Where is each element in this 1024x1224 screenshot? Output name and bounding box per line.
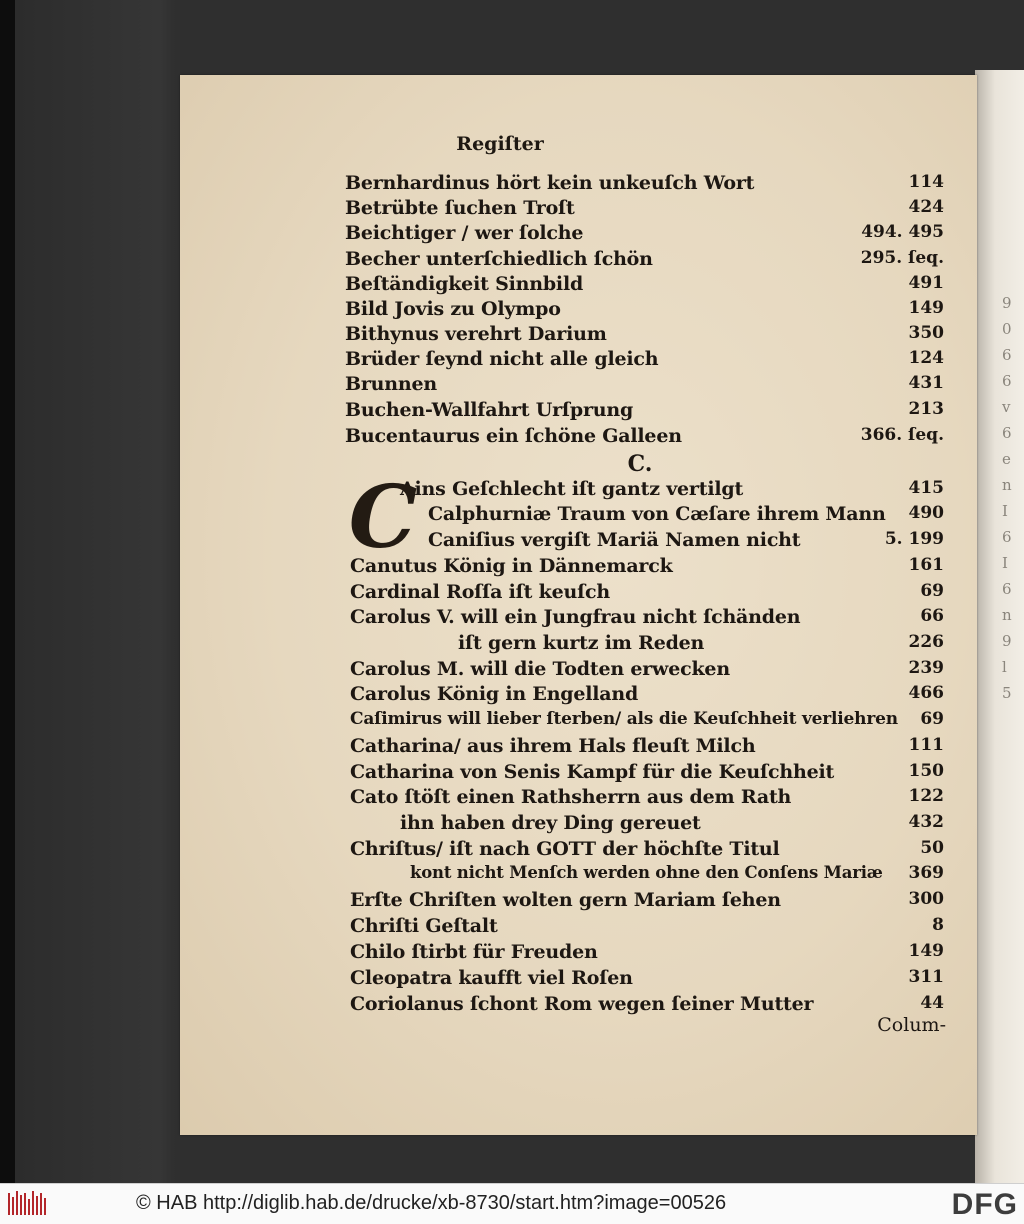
- entry-page-number: 226: [908, 632, 944, 652]
- entry-page-number: 300: [908, 889, 944, 909]
- entry-text: Caſimirus will lieber ſterben/ als die Keuſchheit verliehren: [350, 709, 898, 729]
- facing-page-mark: 6: [1002, 372, 1012, 390]
- entry-page-number: 415: [908, 478, 944, 498]
- facing-page-mark: I: [1002, 502, 1008, 520]
- register-entry: [0, 709, 1024, 735]
- facing-page-mark: I: [1002, 554, 1008, 572]
- facing-page-mark: 6: [1002, 580, 1012, 598]
- entry-text: Carolus V. will ein Jungfrau nicht ſchänden: [350, 606, 801, 628]
- register-entry: [0, 838, 1024, 864]
- entry-text: Bucentaurus ein ſchöne Galleen: [345, 425, 682, 447]
- entry-text: Calphurniæ Traum von Cæſare ihrem Mann: [428, 503, 886, 525]
- register-entry: [0, 323, 1024, 349]
- register-entry: [0, 197, 1024, 223]
- entry-text: Beichtiger / wer ſolche: [345, 222, 584, 244]
- entry-page-number: 213: [908, 399, 944, 419]
- entry-text: Chriſtus/ iſt nach GOTT der höchſte Titul: [350, 838, 780, 860]
- entry-page-number: 432: [908, 812, 944, 832]
- register-entry: [0, 993, 1024, 1019]
- entry-page-number: 150: [908, 761, 944, 781]
- entry-text: Becher unterſchiedlich ſchön: [345, 248, 653, 270]
- footer-bar: [0, 1183, 1024, 1224]
- entry-text: Chilo ſtirbt für Freuden: [350, 941, 598, 963]
- register-entry: [0, 298, 1024, 324]
- entry-text: Carolus M. will die Todten erwecken: [350, 658, 730, 680]
- register-entry: [0, 786, 1024, 812]
- entry-page-number: 490: [908, 503, 944, 523]
- facing-page-mark: l: [1002, 658, 1007, 676]
- entry-text: iſt gern kurtz im Reden: [458, 632, 705, 654]
- entry-page-number: 114: [908, 172, 944, 192]
- entry-page-number: 66: [920, 606, 944, 626]
- register-entry: [0, 529, 1024, 555]
- facing-page-mark: v: [1002, 398, 1011, 416]
- entry-text: Bild Jovis zu Olympo: [345, 298, 561, 320]
- register-entry: [0, 941, 1024, 967]
- entry-text: Cleopatra kaufft viel Roſen: [350, 967, 633, 989]
- entry-text: Coriolanus ſchont Rom wegen ſeiner Mutter: [350, 993, 814, 1015]
- entry-page-number: 5. 199: [884, 529, 944, 549]
- facing-page-mark: e: [1002, 450, 1011, 468]
- entry-text: Cardinal Roſſa iſt keuſch: [350, 581, 611, 603]
- entry-page-number: 8: [932, 915, 944, 935]
- register-entry: [0, 967, 1024, 993]
- entry-page-number: 69: [920, 581, 944, 601]
- register-entry: [0, 581, 1024, 607]
- entry-page-number: 491: [908, 273, 944, 293]
- copyright-url[interactable]: © HAB http://diglib.hab.de/drucke/xb-8730/start.htm?image=00526: [136, 1192, 727, 1214]
- facing-page-mark: n: [1002, 606, 1012, 624]
- register-entry: [0, 222, 1024, 248]
- entry-text: Cato ſtöſt einen Rathsherrn aus dem Rath: [350, 786, 792, 808]
- entry-text: Erſte Chriſten wolten gern Mariam ſehen: [350, 889, 781, 911]
- catchword: Colum-: [877, 1014, 946, 1036]
- entry-page-number: 50: [920, 838, 944, 858]
- entry-page-number: 366. ſeq.: [860, 425, 944, 445]
- register-entry: [0, 425, 1024, 451]
- register-entry: [0, 632, 1024, 658]
- entry-text: Betrübte ſuchen Troſt: [345, 197, 575, 219]
- entry-page-number: 431: [908, 373, 944, 393]
- register-entry: [0, 248, 1024, 274]
- entry-page-number: 149: [908, 298, 944, 318]
- facing-page-mark: 9: [1002, 294, 1012, 312]
- entry-text: Caniſius vergiſt Mariä Namen nicht: [428, 529, 801, 551]
- facing-page-mark: n: [1002, 476, 1012, 494]
- entry-page-number: 494. 495: [861, 222, 944, 242]
- entry-text: Carolus König in Engelland: [350, 683, 639, 705]
- facing-page-mark: 6: [1002, 424, 1012, 442]
- facing-page-mark: 6: [1002, 346, 1012, 364]
- entry-page-number: 111: [908, 735, 944, 755]
- entry-page-number: 369: [908, 863, 944, 883]
- register-entry: [0, 348, 1024, 374]
- register-entry: [0, 373, 1024, 399]
- facing-page-mark: 6: [1002, 528, 1012, 546]
- running-head: Regiſter: [456, 133, 544, 155]
- facing-page-mark: 0: [1002, 320, 1012, 338]
- entry-text: Bithynus verehrt Darium: [345, 323, 607, 345]
- barcode-logo-icon: [8, 1191, 48, 1217]
- drop-initial: C: [348, 467, 418, 568]
- entry-page-number: 44: [920, 993, 944, 1013]
- entry-page-number: 69: [920, 709, 944, 729]
- entry-page-number: 122: [908, 786, 944, 806]
- entry-page-number: 149: [908, 941, 944, 961]
- register-entry: [0, 399, 1024, 425]
- entry-text: Bernhardinus hört kein unkeuſch Wort: [345, 172, 755, 194]
- register-entry: [0, 889, 1024, 915]
- entry-page-number: 161: [908, 555, 944, 575]
- entry-text: Catharina/ aus ihrem Hals fleuſt Milch: [350, 735, 756, 757]
- register-entry: [0, 735, 1024, 761]
- entry-page-number: 350: [908, 323, 944, 343]
- register-entry: [0, 503, 1024, 529]
- entry-page-number: 239: [908, 658, 944, 678]
- register-entry: [0, 555, 1024, 581]
- entry-text: Brüder ſeynd nicht alle gleich: [345, 348, 659, 370]
- entry-text: ihn haben drey Ding gereuet: [400, 812, 701, 834]
- dfg-logo: DFG: [951, 1188, 1018, 1221]
- register-entry: [0, 915, 1024, 941]
- entry-text: kont nicht Menſch werden ohne den Conſens Mariæ: [410, 863, 883, 882]
- register-entry: [0, 812, 1024, 838]
- register-entry: [0, 606, 1024, 632]
- register-entry: [0, 478, 1024, 504]
- entry-text: Brunnen: [345, 373, 438, 395]
- register-entry: [0, 658, 1024, 684]
- entry-page-number: 295. ſeq.: [860, 248, 944, 268]
- register-entry: [0, 172, 1024, 198]
- section-letter: C.: [627, 451, 653, 477]
- entry-text: Canutus König in Dännemarck: [350, 555, 673, 577]
- register-entry: [0, 863, 1024, 889]
- register-entry: [0, 273, 1024, 299]
- entry-page-number: 311: [908, 967, 944, 987]
- entry-text: Beſtändigkeit Sinnbild: [345, 273, 584, 295]
- facing-page-mark: 5: [1002, 684, 1012, 702]
- register-entry: [0, 761, 1024, 787]
- entry-text: Chriſti Geſtalt: [350, 915, 498, 937]
- entry-text: Ains Geſchlecht iſt gantz vertilgt: [400, 478, 744, 500]
- entry-text: Catharina von Senis Kampf für die Keuſchheit: [350, 761, 835, 783]
- entry-page-number: 424: [908, 197, 944, 217]
- register-entry: [0, 683, 1024, 709]
- entry-text: Buchen-Wallfahrt Urſprung: [345, 399, 634, 421]
- facing-page-mark: 9: [1002, 632, 1012, 650]
- entry-page-number: 124: [908, 348, 944, 368]
- entry-page-number: 466: [908, 683, 944, 703]
